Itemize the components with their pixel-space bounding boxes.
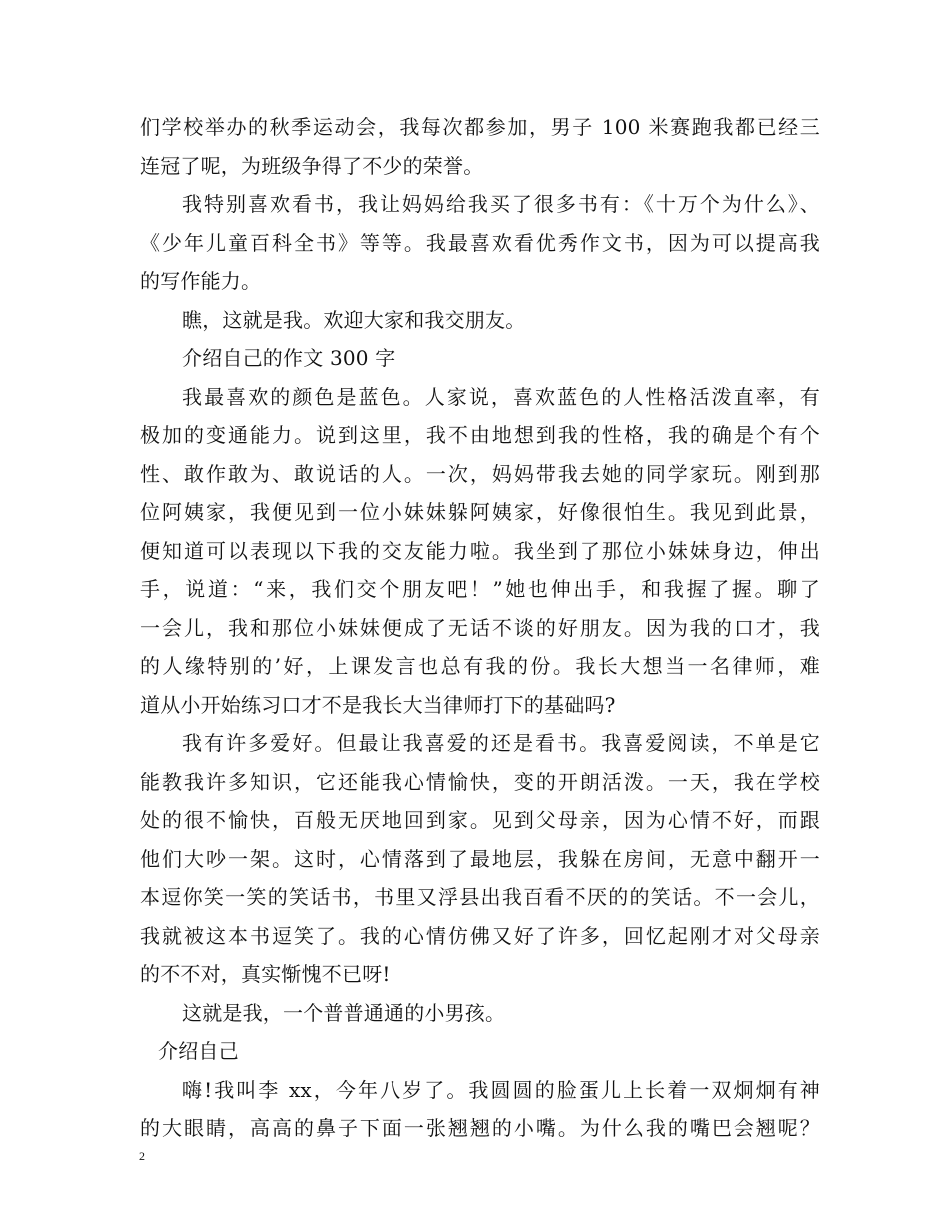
body-text-line: 本逗你笑一笑的笑话书，书里又浮县出我百看不厌的的笑话。不一会儿， xyxy=(140,885,820,909)
body-text-line: 便知道可以表现以下我的交友能力啦。我坐到了那位小妹妹身边，伸出 xyxy=(140,538,820,563)
body-text-line: 的人缘特别的’好，上课发言也总有我的份。我长大想当一名律师，难 xyxy=(140,654,820,678)
document-body xyxy=(140,108,820,1148)
paragraph-first-line: 我最喜欢的颜色是蓝色。人家说，喜欢蓝色的人性格活泼直率，有 xyxy=(182,384,820,409)
page-number: 2 xyxy=(139,1149,145,1163)
body-text-line: 处的很不愉快，百般无厌地回到家。见到父母亲，因为心情不好，而跟 xyxy=(140,808,820,832)
section-heading: 介绍自己的作文 300 字 xyxy=(182,346,396,370)
body-text-line: 极加的变通能力。说到这里，我不由地想到我的性格，我的确是个有个 xyxy=(140,423,820,447)
body-text-line: 《少年儿童百科全书》等等。我最喜欢看优秀作文书，因为可以提高我 xyxy=(140,230,820,255)
body-text-line: 的写作能力。 xyxy=(140,269,262,293)
paragraph-first-line: 我特别喜欢看书，我让妈妈给我买了很多书有：《十万个为什么》、 xyxy=(182,192,820,216)
body-text-line: 性、敢作敢为、敢说话的人。一次，妈妈带我去她的同学家玩。刚到那 xyxy=(140,461,820,486)
body-text-line: 他们大吵一架。这时，心情落到了最地层，我躲在房间，无意中翻开一 xyxy=(140,846,820,871)
paragraph-first-line: 瞧，这就是我。欢迎大家和我交朋友。 xyxy=(182,307,526,332)
body-text-line: 的不不对，真实惭愧不已呀! xyxy=(140,962,391,986)
body-text-line: 一会儿，我和那位小妹妹便成了无话不谈的好朋友。因为我的口才，我 xyxy=(140,615,820,640)
paragraph-first-line: 这就是我，一个普普通通的小男孩。 xyxy=(182,1000,506,1025)
body-text-line: 道从小开始练习口才不是我长大当律师打下的基础吗? xyxy=(140,692,616,717)
body-text-line: 们学校举办的秋季运动会，我每次都参加，男子 100 米赛跑我都已经三 xyxy=(140,115,820,139)
body-text-line: 我就被这本书逗笑了。我的心情仿佛又好了许多，回忆起刚才对父母亲 xyxy=(140,923,820,948)
body-text-line: 的大眼睛，高高的鼻子下面一张翘翘的小嘴。为什么我的嘴巴会翘呢？ xyxy=(140,1116,820,1140)
paragraph-first-line: 嗨!我叫李 xx，今年八岁了。我圆圆的脸蛋儿上长着一双炯炯有神 xyxy=(182,1077,820,1102)
body-text-line: 连冠了呢，为班级争得了不少的荣誉。 xyxy=(140,153,484,178)
body-text-line: 位阿姨家，我便见到一位小妹妹躲阿姨家，好像很怕生。我见到此景， xyxy=(140,500,820,524)
paragraph-first-line: 我有许多爱好。但最让我喜爱的还是看书。我喜爱阅读，不单是它 xyxy=(182,731,820,755)
body-text-line: 手，说道：“来，我们交个朋友吧！”她也伸出手，和我握了握。聊了 xyxy=(140,577,820,601)
body-text-line: 能教我许多知识，它还能我心情愉快，变的开朗活泼。一天，我在学校 xyxy=(140,769,820,794)
section-heading: 介绍自己 xyxy=(158,1039,239,1063)
